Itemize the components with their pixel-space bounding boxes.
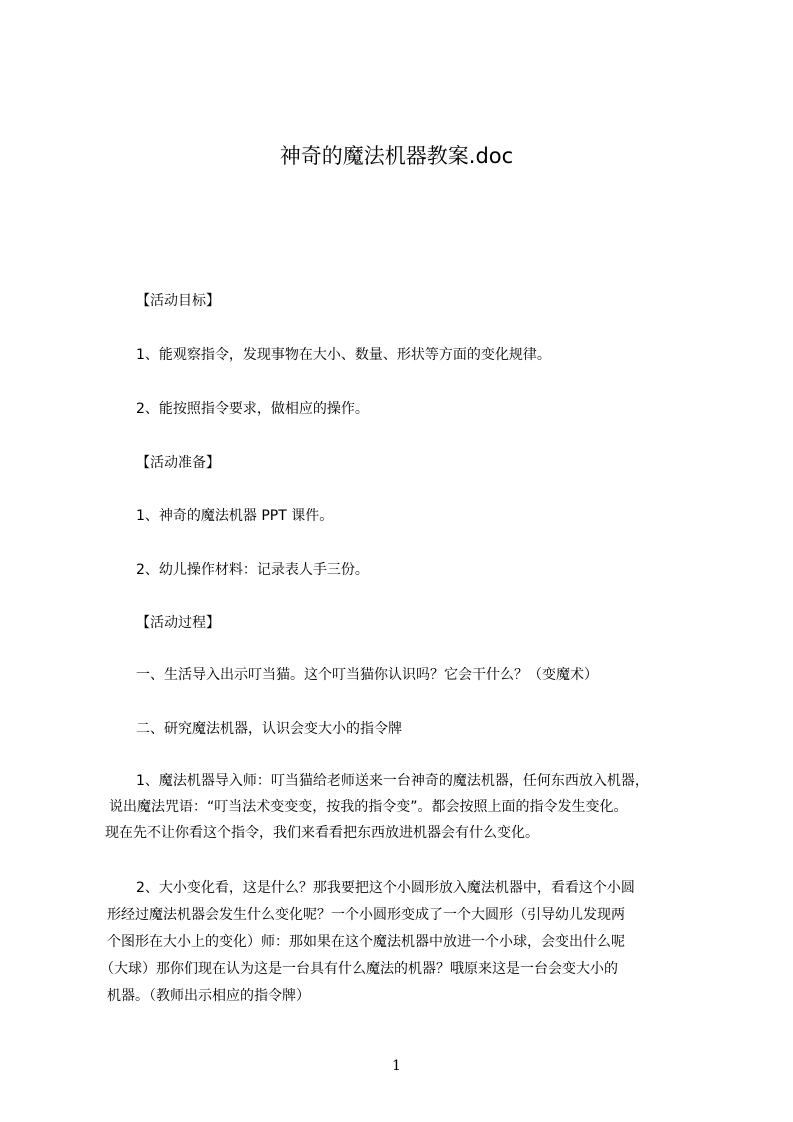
page-number: 1 (392, 1058, 401, 1074)
paragraph-1-line-2: 说出魔法咒语：“叮当法术变变变，按我的指令变”。都会按照上面的指令发生变化。 (109, 799, 628, 815)
paragraph-1-line-1: 1、魔法机器导入师：叮当猫给老师送来一台神奇的魔法机器，任何东西放入机器， (136, 773, 649, 789)
section-heading-goals: 【活动目标】 (136, 293, 220, 309)
section-heading-preparation: 【活动准备】 (136, 455, 220, 471)
goal-item-2: 2、能按照指令要求，做相应的操作。 (136, 401, 369, 417)
document-title: 神奇的魔法机器教案.doc (279, 144, 514, 168)
process-step-2: 二、研究魔法机器，认识会变大小的指令牌 (136, 721, 402, 737)
paragraph-2-line-2: 形经过魔法机器会发生什么变化呢？一个小圆形变成了一个大圆形（引导幼儿发现两 (107, 907, 625, 923)
section-heading-process: 【活动过程】 (136, 615, 220, 631)
process-step-1: 一、生活导入出示叮当猫。这个叮当猫你认识吗？它会干什么？（变魔术） (136, 667, 598, 683)
preparation-item-1: 1、神奇的魔法机器 PPT 课件。 (136, 508, 334, 524)
preparation-item-2: 2、幼儿操作材料：记录表人手三份。 (136, 562, 369, 578)
paragraph-2-line-1: 2、大小变化看，这是什么？那我要把这个小圆形放入魔法机器中，看看这个小圆 (136, 880, 635, 896)
goal-item-1: 1、能观察指令，发现事物在大小、数量、形状等方面的变化规律。 (136, 347, 551, 363)
paragraph-1-line-3: 现在先不让你看这个指令，我们来看看把东西放进机器会有什么变化。 (105, 825, 539, 841)
paragraph-2-line-3: 个图形在大小上的变化）师：那如果在这个魔法机器中放进一个小球，会变出什么呢 (107, 934, 625, 950)
paragraph-2-line-5: 机器。（教师出示相应的指令牌） (107, 988, 310, 1004)
paragraph-2-line-4: （大球）那你们现在认为这是一台具有什么魔法的机器？哦原来这是一台会变大小的 (100, 961, 618, 977)
